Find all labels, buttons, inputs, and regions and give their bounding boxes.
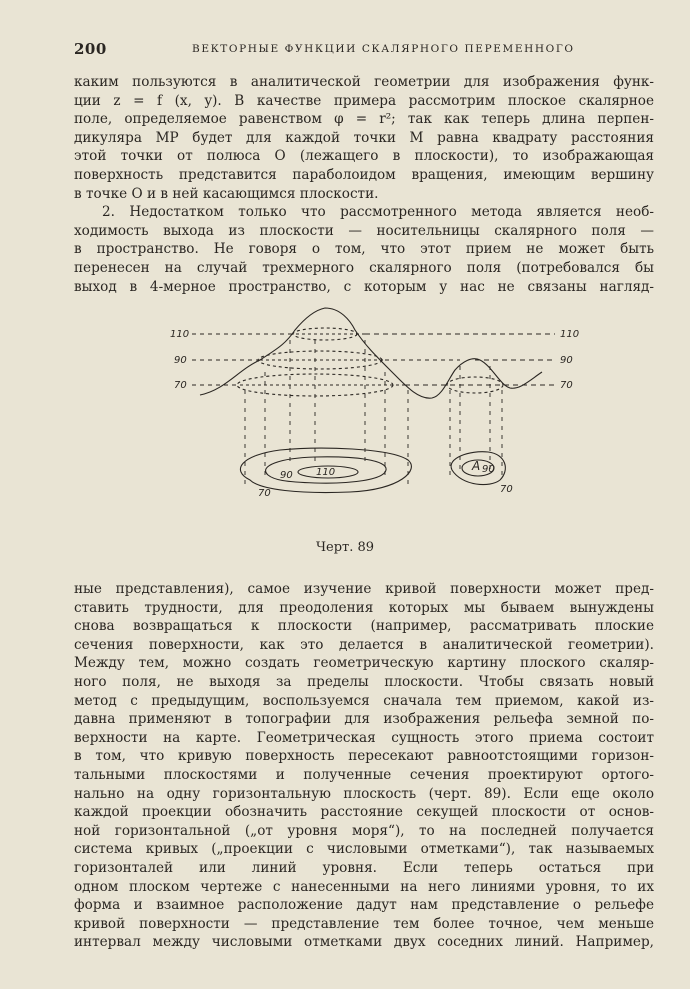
- text-line: метод с предыдущим, воспользуемся сначала тем приемом, какой из-: [74, 692, 654, 709]
- running-title: ВЕКТОРНЫЕ ФУНКЦИИ СКАЛЯРНОГО ПЕРЕМЕННОГО: [192, 43, 575, 55]
- text-line: горизонталей или линий уровня. Если теперь остаться при: [74, 859, 654, 876]
- figure-89: [150, 300, 590, 510]
- text-line: дикуляра MP будет для каждой точки M равна квадрату расстояния: [74, 129, 654, 146]
- level-label-left-70: 70: [174, 380, 187, 391]
- text-line: форма и взаимное расположение дадут нам представление о рельефе: [74, 897, 654, 914]
- text-line: 2. Недостатком только что рассмотренного метода является необ-: [102, 204, 654, 221]
- text-line: ные представления), самое изучение кривой поверхности может пред-: [74, 581, 654, 597]
- text-line: система кривых („проекции с числовыми отметками“), так называемых: [74, 841, 654, 858]
- page-number: 200: [74, 40, 107, 58]
- text-line: перенесен на случай трехмерного скалярного поля (потребовался бы: [74, 259, 654, 276]
- text-line: Между тем, можно создать геометрическую картину плоского скаляр-: [74, 655, 654, 672]
- contour-label-70: 70: [258, 488, 271, 499]
- text-line: каждой проекции обозначить расстояние секущей плоскости от основ-: [74, 804, 654, 821]
- text-line: ции z = f (x, y). В качестве примера рассмотрим плоское скалярное: [74, 92, 654, 109]
- text-line: поверхность представится параболоидом вращения, имеющим вершину: [74, 166, 654, 183]
- contour-diagram: [150, 300, 590, 510]
- text-line: тальными плоскостями и полученные сечения проектируют ортого-: [74, 766, 654, 783]
- text-block-top: [74, 73, 654, 296]
- text-line: каким пользуются в аналитической геометрии для изображения функ-: [74, 74, 654, 90]
- text-line: ного поля, не выходя за пределы плоскости. Чтобы связать новый: [74, 673, 654, 690]
- text-line: сечения поверхности, как это делается в аналитической геометрии).: [74, 636, 654, 653]
- text-line: ставить трудности, для преодоления которых мы бываем вынуждены: [74, 599, 654, 616]
- contour-label-90: 90: [280, 470, 293, 481]
- text-line: снова возвращаться к плоскости (например, рассматривать плоские: [74, 618, 654, 635]
- level-label-right-90: 90: [560, 355, 573, 366]
- contour-label-right-90: 90: [482, 464, 495, 475]
- text-block-bottom: [74, 580, 654, 952]
- text-line: нально на одну горизонтальную плоскость (черт. 89). Если еще около: [74, 785, 654, 802]
- text-line: ной горизонтальной („от уровня моря“), то на последней получается: [74, 822, 654, 839]
- text-line: этой точки от полюса O (лежащего в плоскости), то изображающая: [74, 148, 654, 165]
- text-line: поле, определяемое равенством φ = r²; так как теперь длина перпен-: [74, 111, 654, 128]
- text-line: верхности на карте. Геометрическая сущность этого приема состоит: [74, 729, 654, 746]
- text-line: одном плоском чертеже с нанесенными на него линиями уровня, то их: [74, 878, 654, 895]
- text-line: давна применяют в топографии для изображения рельефа земной по-: [74, 711, 654, 728]
- text-line: выход в 4-мерное пространство, с которым у нас не связаны нагляд-: [74, 278, 654, 295]
- figure-caption: Черт. 89: [315, 540, 375, 555]
- contour-label-110: 110: [316, 467, 336, 478]
- page-header: [74, 40, 654, 60]
- level-label-right-110: 110: [560, 329, 580, 340]
- text-line: в том, что кривую поверхность пересекают равноотстоящими горизон-: [74, 748, 654, 765]
- text-line: ходимость выхода из плоскости — носительницы скалярного поля —: [74, 222, 654, 239]
- text-line: в точке O и в ней касающимся плоскости.: [74, 185, 379, 202]
- point-label-a: A: [472, 459, 481, 473]
- text-line: кривой поверхности — представление тем более точное, чем меньше: [74, 915, 654, 932]
- level-label-left-90: 90: [174, 355, 187, 366]
- level-label-left-110: 110: [170, 329, 190, 340]
- text-line: интервал между числовыми отметками двух соседних линий. Например,: [74, 934, 654, 951]
- contour-label-right-70: 70: [500, 484, 513, 495]
- level-label-right-70: 70: [560, 380, 573, 391]
- text-line: в пространство. Не говоря о том, что этот прием не может быть: [74, 241, 654, 258]
